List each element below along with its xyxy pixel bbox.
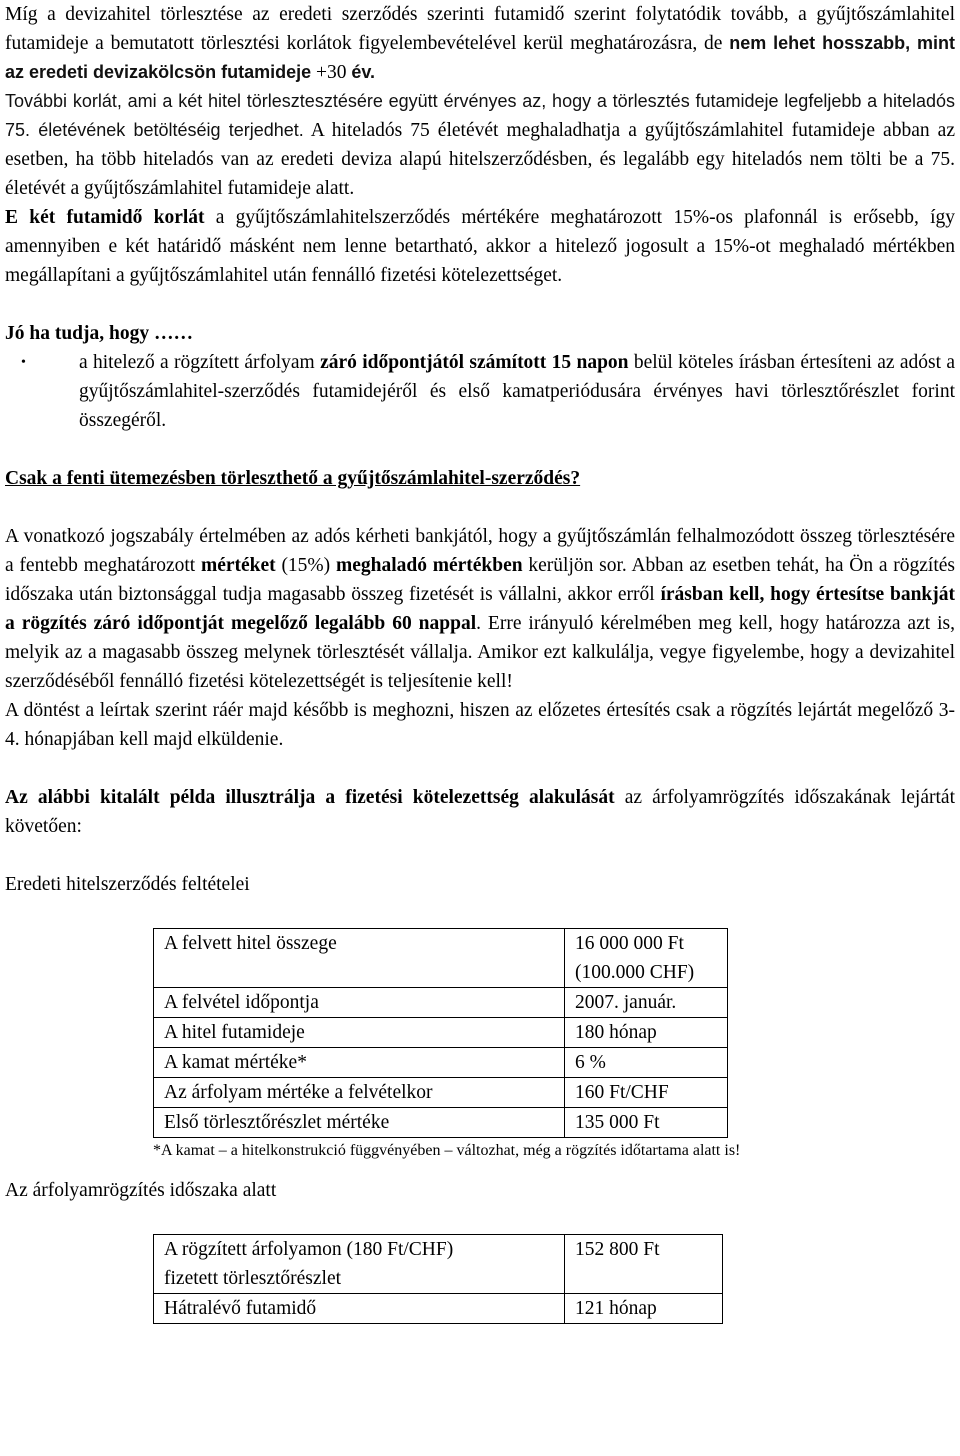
paragraph-3: E két futamidő korlát a gyűjtőszámlahitelszerződés mértékére meghatározott 15%-os plafonnál is erősebb, így amennyiben e két határidő másként nem lenne betartható, akkor a hitelező jogosult a 15%-ot meghaladó mértékben megállapítani a gyűjtőszámlahitel után fennálló fizetési kötelezettséget. xyxy=(5,207,956,286)
paragraph-4: A vonatkozó jogszabály értelmében az adós kérheti bankjától, hogy a gyűjtőszámlán felhalmozódott összeg törlesztésére a fentebb meghatározott mértéket (15%) meghaladó mértékben kerüljön sor. Abban az esetben tehát, ha Ön a rögzítés időszaka után biztonsággal tudja magasabb összeg fizetését is vállalni, akkor erről írásban kell, hogy értesítse bankját a rögzítés záró időpontját megelőző legalább 60 nappal. Erre irányuló kérelmében meg kell, hogy határozza azt is, melyik az a magasabb összeg melynek törlesztését vállalja. Amikor ezt kalkulálja, vegye figyelembe, hogy a devizahitel szerződéséből fennálló fizetési kötelezettségét is teljesítenie kell! xyxy=(5,526,955,692)
bold-limit-text: nem lehet hosszabb, mint az eredeti devizakölcsön futamideje xyxy=(5,33,955,82)
table-row: A kamat mértéke* 6 % xyxy=(154,1048,728,1078)
question-heading: Csak a fenti ütemezésben törleszthető a gyűjtőszámlahitel-szerződés? xyxy=(5,468,581,489)
table-row: A felvétel időpontja 2007. január. xyxy=(154,988,728,1018)
section-title-original-terms: Eredeti hitelszerződés feltételei xyxy=(5,874,250,895)
paragraph-2: További korlát, ami a két hitel törlesztesztésére együtt érvényes az, hogy a törlesztés futamideje legfeljebb a hiteladós 75. életévének betöltéséig terjedhet. A hiteladós 75 életévét meghaladhatja a gyűjtőszámlahitel futamideje abban az esetben, ha több hiteladós van az eredeti deviza alapú hitelszerződésben, és legalább egy hiteladós nem tölti be a 75. életévét a gyűjtőszámlahitel futamideje alatt. xyxy=(5,91,955,199)
paragraph-6: Az alábbi kitalált példa illusztrálja a fizetési kötelezettség alakulását az árfolyamrögzítés időszakának lejártát követően: xyxy=(5,787,955,837)
table-row: Első törlesztőrészlet mértéke 135 000 Ft xyxy=(154,1108,728,1138)
section-title-fixing-period: Az árfolyamrögzítés időszaka alatt xyxy=(5,1180,277,1201)
interest-footnote: *A kamat – a hitelkonstrukció függvényében – változhat, még a rögzítés időtartama alatt is! xyxy=(153,1142,741,1159)
table-row: A hitel futamideje 180 hónap xyxy=(154,1018,728,1048)
document-page xyxy=(5,0,955,1324)
original-terms-table xyxy=(153,928,728,1138)
bullet-icon: • xyxy=(21,355,26,370)
tip-heading: Jó ha tudja, hogy …… xyxy=(5,323,193,344)
paragraph-5: A döntést a leírtak szerint ráér majd később is meghozni, hiszen az előzetes értesítés csak a rögzítés lejártát megelőző 3-4. hónapjában kell majd elküldenie. xyxy=(5,700,955,750)
table-row: A rögzített árfolyamon (180 Ft/CHF) fizetett törlesztőrészlet 152 800 Ft xyxy=(154,1235,723,1294)
fixing-period-table xyxy=(153,1234,723,1324)
tip-bullet-item: • a hitelező a rögzített árfolyam záró időpontjától számított 15 napon belül köteles írásban értesíteni az adóst a gyűjtőszámlahitel-szerződés futamidejéről és első kamatperiódusára érvényes havi törlesztőrészlet forint összegéről. xyxy=(5,348,955,435)
table-row: Hátralévő futamidő 121 hónap xyxy=(154,1294,723,1324)
table-row: A felvett hitel összege 16 000 000 Ft (100.000 CHF) xyxy=(154,929,728,988)
table-row: Az árfolyam mértéke a felvételkor 160 Ft/CHF xyxy=(154,1078,728,1108)
paragraph-1: Míg a devizahitel törlesztése az eredeti szerződés szerinti futamidő szerint folytatódik tovább, a gyűjtőszámlahitel futamideje a bemutatott törlesztési korlátok figyelembevételével kerül meghatározásra, de nem lehet hosszabb, mint az eredeti devizakölcsön futamideje +30 év. xyxy=(5,4,955,83)
